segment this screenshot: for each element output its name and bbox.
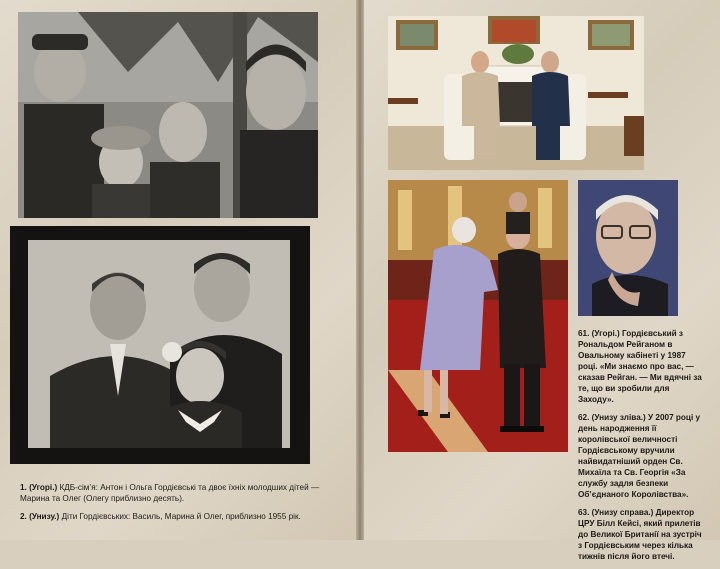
caption-1-text: КДБ-сім’я: Антон і Ольга Гордієвські та двоє їхніх молодших дітей — Марина та Олег (Олегу приблизно десять).	[20, 483, 320, 503]
caption-62-text: У 2007 році у день народження її королівської величності Гордієвському вручили найвидатніший орден Св. Михаїла та Св. Георгія «За службу задля безпеки Об’єднаного Королівства».	[578, 413, 701, 499]
caption-1-label: 1. (Угорі.)	[20, 483, 58, 492]
caption-1	[20, 482, 330, 504]
caption-63	[578, 507, 706, 562]
caption-63-text: Директор ЦРУ Білл Кейсі, який прилетів до Великої Британії на зустріч з Гордієвським через кілька тижнів після його втечі.	[578, 508, 702, 561]
photo-bill-casey	[578, 180, 678, 316]
book-gutter	[356, 0, 364, 540]
photo-kgb-family	[18, 12, 318, 218]
caption-61-label: 61. (Угорі.)	[578, 329, 620, 338]
photo-gordievsky-children	[10, 226, 310, 464]
caption-62-label: 62. (Унизу зліва.)	[578, 413, 646, 422]
photo-oval-office	[388, 16, 644, 170]
caption-62	[578, 412, 706, 500]
captions-right-page	[578, 328, 706, 569]
caption-2	[20, 511, 330, 522]
caption-61	[578, 328, 706, 405]
caption-63-label: 63. (Унизу справа.)	[578, 508, 654, 517]
caption-2-label: 2. (Унизу.)	[20, 512, 60, 521]
captions-left-page	[20, 482, 330, 529]
photo-investiture	[388, 180, 568, 452]
caption-61-text: Гордієвський з Рональдом Рейганом в Овальному кабінеті у 1987 році. «Ми знаємо про вас, — сказав Рейган. — Ми вдячні за те, що ви зробили для Заходу».	[578, 329, 702, 404]
caption-2-text: Діти Гордієвських: Василь, Марина й Олег, приблизно 1955 рік.	[61, 512, 301, 521]
